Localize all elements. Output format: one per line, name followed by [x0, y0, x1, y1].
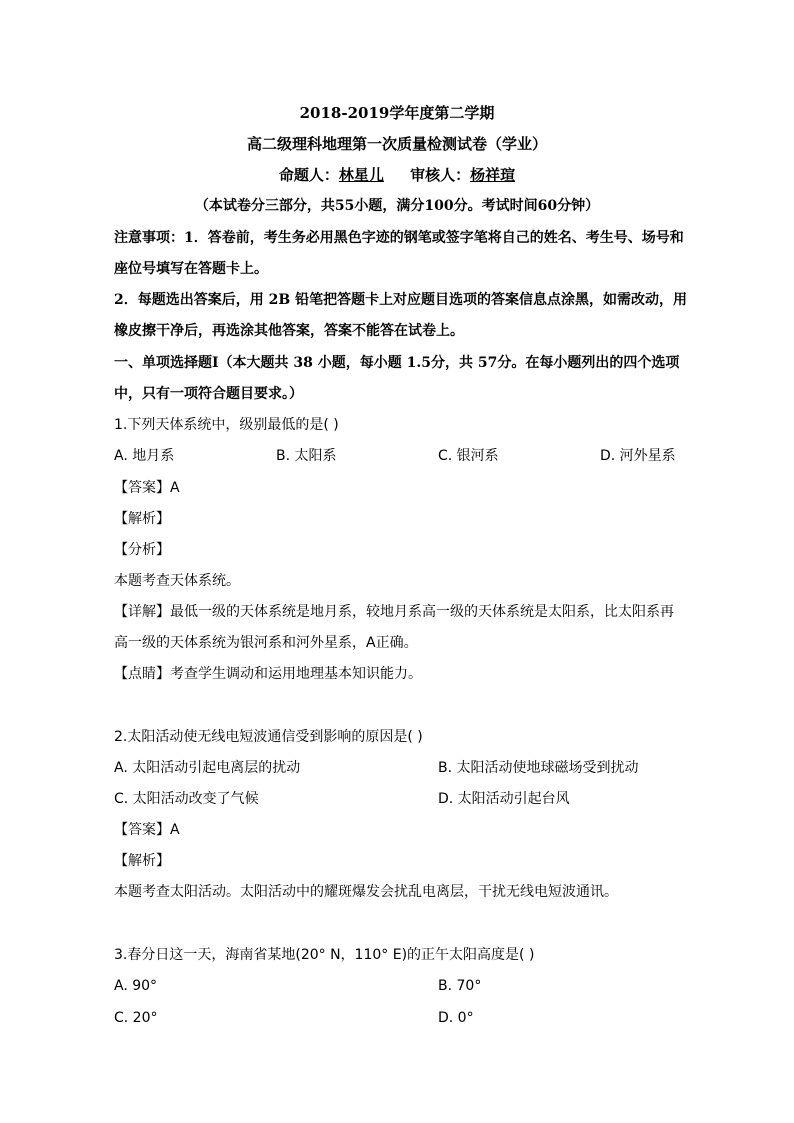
q2-answer: 【答案】A	[114, 822, 180, 838]
section-heading-2: 中，只有一项符合题目要求。）	[114, 386, 303, 402]
q3-option-c: C. 20°	[114, 1010, 158, 1026]
q2-option-d: D. 太阳活动引起台风	[438, 791, 570, 807]
q1-detail-line-1: 【详解】最低一级的天体系统是地月系，较地月系高一级的天体系统是太阳系，比太阳系再	[114, 604, 674, 620]
notes-line-2: 座位号填写在答题卡上。	[114, 261, 268, 277]
q1-option-d: D. 河外星系	[600, 448, 676, 464]
q3-option-d: D. 0°	[438, 1010, 474, 1026]
q2-option-a: A. 太阳活动引起电离层的扰动	[114, 760, 301, 776]
q2-option-c: C. 太阳活动改变了气候	[114, 791, 259, 807]
q1-fenxi-text: 本题考查天体系统。	[114, 573, 240, 589]
reviewer-label: 审核人：	[410, 166, 471, 184]
q1-fenxi-heading: 【分析】	[114, 542, 170, 558]
q3-stem: 3.春分日这一天，海南省某地(20° N，110° E)的正午太阳高度是( )	[114, 947, 535, 963]
q1-detail-line-2: 高一级的天体系统为银河系和河外星系，A正确。	[114, 635, 418, 651]
notes-line-1: 注意事项：1．答卷前，考生务必用黑色字迹的钢笔或签字笔将自己的姓名、考生号、场号和	[114, 230, 684, 246]
q1-answer: 【答案】A	[114, 480, 180, 496]
notes-line-3: 2．每题选出答案后，用 2B 铅笔把答题卡上对应题目选项的答案信息点涂黑，如需改动，用	[114, 292, 688, 308]
q2-analysis-heading: 【解析】	[114, 853, 170, 869]
q1-stem: 1.下列天体系统中，级别最低的是( )	[114, 417, 339, 433]
reviewer-name: 杨祥瑄	[470, 166, 516, 184]
q1-option-b: B. 太阳系	[276, 448, 337, 464]
exam-info: （本试卷分三部分，共55小题，满分100分。考试时间60分钟）	[194, 198, 600, 214]
section-heading-1: 一、单项选择题Ⅰ（本大题共 38 小题，每小题 1.5分，共 57分。在每小题列出的四个选项	[114, 355, 680, 371]
q1-option-c: C. 银河系	[438, 448, 499, 464]
q1-analysis-heading: 【解析】	[114, 511, 170, 527]
exam-title: 高二级理科地理第一次质量检测试卷（学业）	[246, 135, 547, 153]
setter-reviewer-line	[0, 165, 794, 185]
q3-option-b: B. 70°	[438, 978, 482, 994]
notes-line-4: 橡皮擦干净后，再选涂其他答案，答案不能答在试卷上。	[114, 323, 464, 339]
q1-option-a: A. 地月系	[114, 448, 175, 464]
q2-option-b: B. 太阳活动使地球磁场受到扰动	[438, 760, 639, 776]
q2-analysis-text: 本题考查太阳活动。太阳活动中的耀斑爆发会扰乱电离层，干扰无线电短波通讯。	[114, 884, 618, 900]
q3-option-a: A. 90°	[114, 978, 158, 994]
setter-label: 命题人：	[278, 166, 339, 184]
setter-name: 林星儿	[338, 166, 384, 184]
q1-dianjing: 【点睛】考查学生调动和运用地理基本知识能力。	[114, 666, 422, 682]
school-year: 2018-2019学年度第二学期	[299, 104, 495, 122]
q2-stem: 2.太阳活动使无线电短波通信受到影响的原因是( )	[114, 729, 423, 745]
